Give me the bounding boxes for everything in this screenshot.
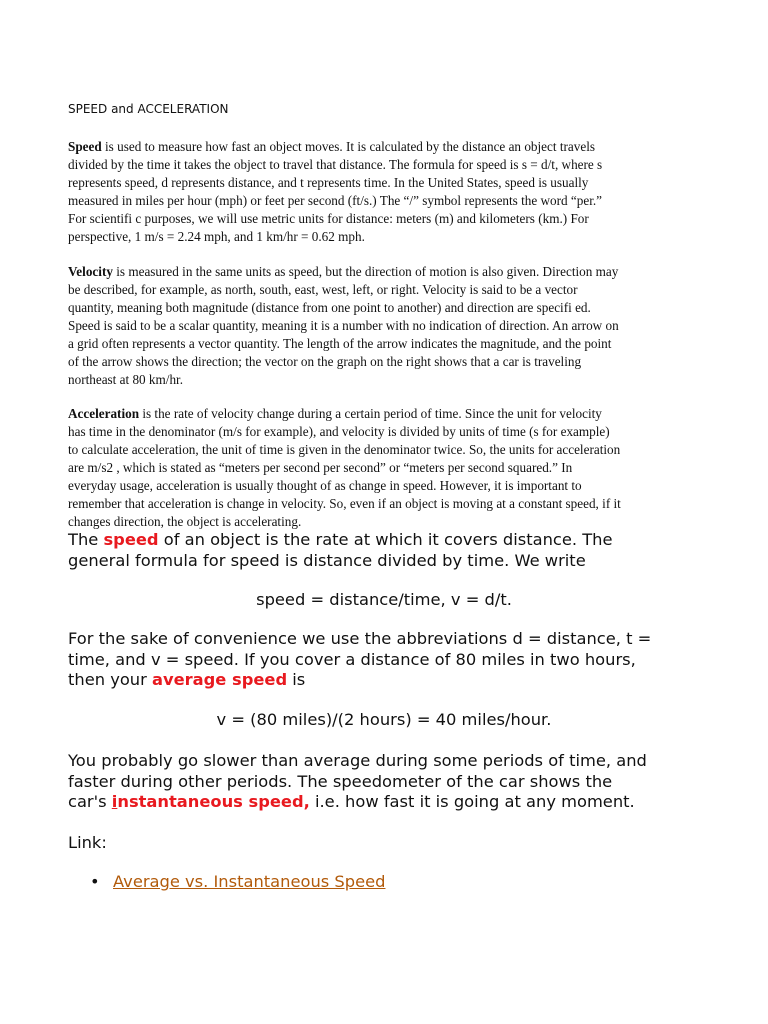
text-line: everyday usage, acceleration is usually thought of as change in speed. However, it is important to — [68, 478, 582, 493]
text-line: remember that acceleration is change in velocity. So, even if an object is moving at a constant speed, if it — [68, 496, 621, 511]
abbreviations-block — [68, 629, 728, 691]
text-line: For the sake of convenience we use the abbreviations d = distance, t = — [68, 629, 652, 648]
text-line: measured in miles per hour (mph) or feet per second (ft/s.) The “/” symbol represents the word “per.” — [68, 193, 603, 208]
text-run: nstantaneous speed, — [117, 792, 310, 811]
equation-speed: speed = distance/time, v = d/t. — [256, 590, 512, 609]
text-line: is used to measure how fast an object moves. It is calculated by the distance an object travels — [101, 139, 595, 154]
link-list-item — [90, 872, 385, 893]
text-line: You probably go slower than average during some periods of time, and — [68, 751, 647, 770]
text-line: be described, for example, as north, south, east, west, left, or right. Velocity is said to be a vector — [68, 282, 578, 297]
underlined-letter: i — [111, 792, 118, 811]
acceleration-paragraph — [68, 405, 708, 531]
term-speed: Speed — [68, 139, 102, 154]
text-line: quantity, meaning both magnitude (distance from one point to another) and direction are specifi ed. — [68, 300, 591, 315]
text-line: to calculate acceleration, the unit of time is given in the denominator twice. So, the units for acceleration — [68, 442, 621, 457]
text-line: a grid often represents a vector quantity. The length of the arrow indicates the magnitude, and the point — [68, 336, 612, 351]
speed-paragraph — [68, 138, 708, 246]
text-run: then your — [68, 670, 152, 689]
text-line: general formula for speed is distance divided by time. We write — [68, 550, 586, 570]
bullet-icon: • — [90, 872, 100, 891]
average-vs-instantaneous-link[interactable]: Average vs. Instantaneous Speed — [113, 872, 386, 891]
text-line: are m/s2 , which is stated as “meters per second per second” or “meters per second squared.” In — [68, 460, 573, 475]
text-line: changes direction, the object is accelerating. — [68, 514, 302, 529]
text-line: For scientifi c purposes, we will use metric units for distance: meters (m) and kilometers (km.) For — [68, 211, 589, 226]
term-velocity: Velocity — [68, 264, 113, 279]
text-line: northeast at 80 km/hr. — [68, 372, 184, 387]
text-line: of the arrow shows the direction; the vector on the graph on the right shows that a car is traveling — [68, 354, 582, 369]
text-run: car's — [68, 792, 112, 811]
text-line: has time in the denominator (m/s for example), and velocity is divided by units of time (s for example) — [68, 424, 610, 439]
text-line: time, and v = speed. If you cover a distance of 80 miles in two hours, — [68, 649, 636, 669]
speed-definition-block — [68, 530, 728, 571]
text-run: The — [68, 530, 104, 549]
text-run: of an object is the rate at which it covers distance. The — [158, 530, 613, 549]
text-line: is the rate of velocity change during a certain period of time. Since the unit for velocity — [139, 406, 602, 421]
text-run: i.e. how fast it is going at any moment. — [309, 792, 635, 811]
text-line: is measured in the same units as speed, but the direction of motion is also given. Direction may — [112, 264, 619, 279]
text-run: is — [287, 670, 306, 689]
highlight-instantaneous-speed — [112, 792, 310, 811]
document-heading: SPEED and ACCELERATION — [68, 102, 229, 116]
highlight-average-speed: average speed — [152, 670, 288, 689]
link-label: Link: — [68, 833, 107, 852]
instantaneous-block — [68, 751, 728, 813]
text-line: perspective, 1 m/s = 2.24 mph, and 1 km/hr = 0.62 mph. — [68, 229, 365, 244]
text-line: divided by the time it takes the object to travel that distance. The formula for speed is s = d/t, where s — [68, 157, 603, 172]
velocity-paragraph — [68, 263, 708, 389]
text-line: faster during other periods. The speedometer of the car shows the — [68, 771, 613, 791]
text-line: Speed is said to be a scalar quantity, meaning it is a number with no indication of direction. An arrow on — [68, 318, 619, 333]
term-acceleration: Acceleration — [68, 406, 140, 421]
highlight-speed: speed — [103, 530, 159, 549]
equation-average: v = (80 miles)/(2 hours) = 40 miles/hour. — [216, 710, 552, 729]
text-line: represents speed, d represents distance, and t represents time. In the United States, speed is usually — [68, 175, 589, 190]
